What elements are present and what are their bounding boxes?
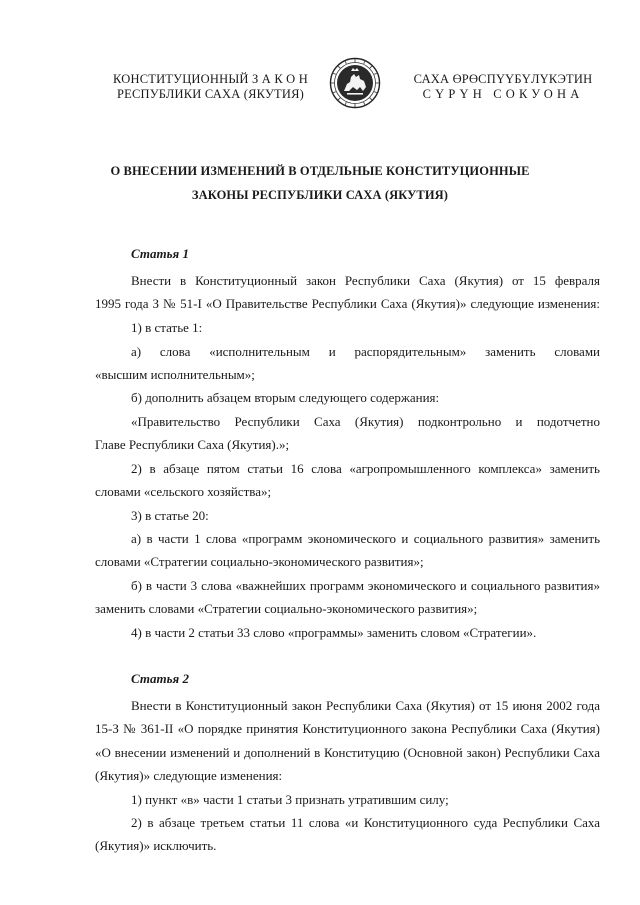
article1-line: а) слова «исполнительным и распорядительным» заменить словами: [131, 344, 600, 359]
header-left-block: [103, 72, 318, 102]
document-title-line1: О ВНЕСЕНИИ ИЗМЕНЕНИЙ В ОТДЕЛЬНЫЕ КОНСТИТУЦИОННЫЕ: [110, 164, 530, 178]
article1-line: «высшим исполнительным»;: [95, 367, 255, 382]
article1-line: 3) в статье 20:: [131, 508, 209, 523]
header-left-line1: КОНСТИТУЦИОННЫЙ З А К О Н: [113, 72, 308, 86]
article2-line: (Якутия)» исключить.: [95, 838, 217, 853]
article2-line: 15-З № 361-II «О порядке принятия Конституционного закона Республики Саха (Якутия): [95, 721, 600, 736]
article1-line: а) в части 1 слова «программ экономического и социального развития» заменить: [131, 531, 600, 546]
article1-line: 2) в абзаце пятом статьи 16 слова «агропромышленного комплекса» заменить: [131, 461, 600, 476]
article2-line: (Якутия)» следующие изменения:: [95, 768, 283, 783]
header-right-line1: САХА ӨРӨСПҮҮБҮЛҮКЭТИН: [413, 72, 593, 86]
article1-line: б) дополнить абзацем вторым следующего содержания:: [131, 390, 440, 405]
article1-heading: Статья 1: [131, 246, 189, 261]
article2-line: «О внесении изменений и дополнений в Конституцию (Основной закон) Республики Саха: [95, 745, 600, 760]
article2-line: 1) пункт «в» части 1 статьи 3 признать утратившим силу;: [131, 792, 449, 807]
article2-line: 2) в абзаце третьем статьи 11 слова «и Конституционного суда Республики Саха: [131, 815, 600, 830]
header-right-block: [405, 72, 601, 102]
article1-line: словами «сельского хозяйства»;: [95, 484, 272, 499]
article1-line: Внести в Конституционный закон Республики Саха (Якутия) от 15 февраля: [131, 273, 600, 288]
article1-line: Главе Республики Саха (Якутия).»;: [95, 437, 290, 452]
article1-line: б) в части 3 слова «важнейших программ экономического и социального развития»: [131, 578, 600, 593]
article1-line: 1995 года З № 51-I «О Правительстве Республики Саха (Якутия)» следующие изменения:: [95, 296, 600, 311]
article1-line: заменить словами «Стратегии социально-экономического развития»;: [95, 601, 478, 616]
article1-line: «Правительство Республики Саха (Якутия) подконтрольно и подотчетно: [131, 414, 600, 429]
article1-line: словами «Стратегии социально-экономического развития»;: [95, 554, 424, 569]
article2-heading: Статья 2: [131, 671, 189, 686]
header-right-line2: СҮРҮН СОКУОНА: [422, 87, 584, 101]
article1-line: 4) в части 2 статьи 33 слово «программы» заменить словом «Стратегии».: [131, 625, 537, 640]
document-title-line2: ЗАКОНЫ РЕСПУБЛИКИ САХА (ЯКУТИЯ): [191, 188, 449, 202]
article1-line: 1) в статье 1:: [131, 320, 203, 335]
header-left-line2: РЕСПУБЛИКИ САХА (ЯКУТИЯ): [117, 87, 304, 101]
sakha-republic-emblem-icon: [329, 57, 381, 109]
article2-line: Внести в Конституционный закон Республики Саха (Якутия) от 15 июня 2002 года: [131, 698, 600, 713]
